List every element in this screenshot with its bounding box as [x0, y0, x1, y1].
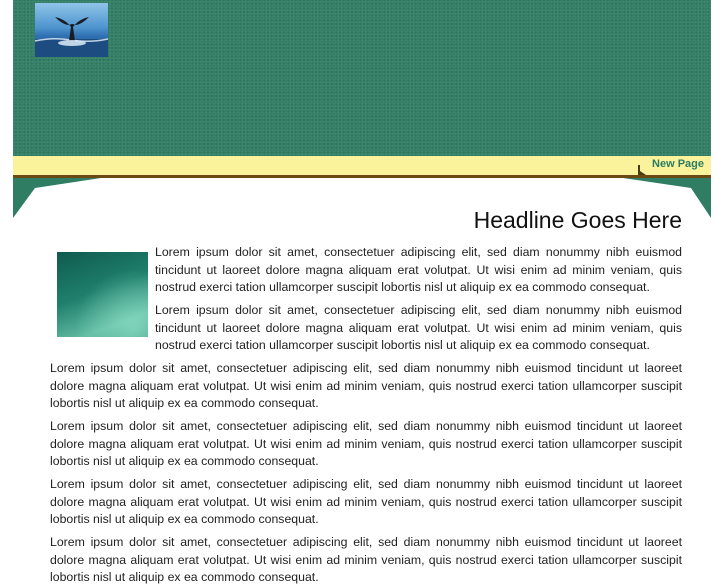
body-paragraph: Lorem ipsum dolor sit amet, consectetuer adipiscing elit, sed diam nonummy nibh euismod tincidunt ut laoreet dolore magna aliquam erat volutpat. Ut wisi enim ad minim veniam, quis nostrud exerci tation ullamcorper suscipit lobortis nisl ut aliquip ex ea commodo consequat. [50, 361, 682, 411]
body-paragraph: Lorem ipsum dolor sit amet, consectetuer adipiscing elit, sed diam nonummy nibh euismod tincidunt ut laoreet dolore magna aliquam erat volutpat. Ut wisi enim ad minim veniam, quis nostrud exerci tation ullamcorper suscipit lobortis nisl ut aliquip ex ea commodo consequat. [155, 303, 682, 353]
nav-flag-icon [638, 165, 646, 175]
nav-bar-divider [13, 175, 711, 178]
left-corner-decoration [13, 178, 101, 218]
page-headline: Headline Goes Here [473, 207, 682, 233]
page-container [13, 0, 711, 585]
nav-link-new-page[interactable]: New Page [652, 158, 704, 170]
green-water-ripple-photo [57, 252, 148, 337]
nav-bar [13, 156, 711, 175]
body-paragraph: Lorem ipsum dolor sit amet, consectetuer adipiscing elit, sed diam nonummy nibh euismod tincidunt ut laoreet dolore magna aliquam erat volutpat. Ut wisi enim ad minim veniam, quis nostrud exerci tation ullamcorper suscipit lobortis nisl ut aliquip ex ea commodo consequat. [155, 245, 682, 295]
whale-tail-photo[interactable] [35, 3, 108, 57]
whale-tail-graphic [35, 3, 108, 57]
body-paragraph: Lorem ipsum dolor sit amet, consectetuer adipiscing elit, sed diam nonummy nibh euismod tincidunt ut laoreet dolore magna aliquam erat volutpat. Ut wisi enim ad minim veniam, quis nostrud exerci tation ullamcorper suscipit lobortis nisl ut aliquip ex ea commodo consequat. [50, 419, 682, 469]
header-banner [13, 0, 711, 156]
body-paragraph: Lorem ipsum dolor sit amet, consectetuer adipiscing elit, sed diam nonummy nibh euismod tincidunt ut laoreet dolore magna aliquam erat volutpat. Ut wisi enim ad minim veniam, quis nostrud exerci tation ullamcorper suscipit lobortis nisl ut aliquip ex ea commodo consequat. [50, 535, 682, 585]
body-paragraph: Lorem ipsum dolor sit amet, consectetuer adipiscing elit, sed diam nonummy nibh euismod tincidunt ut laoreet dolore magna aliquam erat volutpat. Ut wisi enim ad minim veniam, quis nostrud exerci tation ullamcorper suscipit lobortis nisl ut aliquip ex ea commodo consequat. [50, 477, 682, 527]
